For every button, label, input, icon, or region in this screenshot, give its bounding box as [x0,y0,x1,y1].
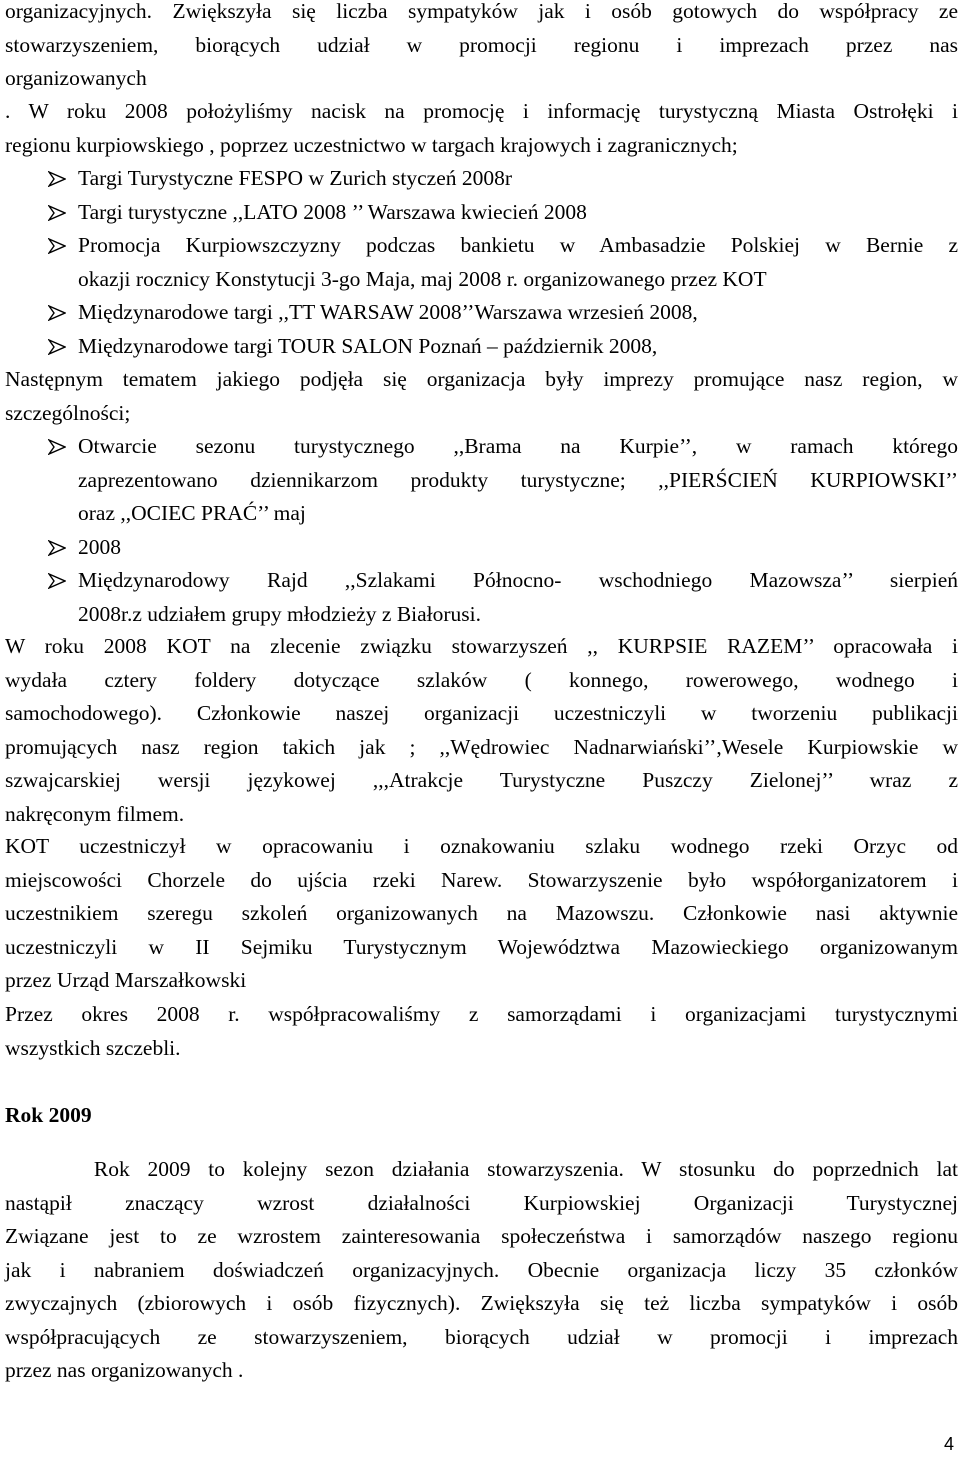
text-line: miejscowości Chorzele do ujścia rzeki Narew. Stowarzyszenie było współorganizatorem i [5,867,958,892]
list-item [5,564,958,631]
arrow-bullet-icon [48,238,66,254]
text-line: okazji rocznicy Konstytucji 3-go Maja, maj 2008 r. organizowanego przez KOT [78,266,767,291]
arrow-bullet-icon [48,540,66,556]
text-line: oraz ,,OCIEC PRAĆ’’ maj [78,501,306,525]
list-item [5,196,958,230]
arrow-bullet-icon [48,339,66,355]
text-line: Otwarcie sezonu turystycznego ,,Brama na Kurpie’’, w ramach którego [78,434,958,458]
text-line: Związane jest to ze wzrostem zainteresowania społeczeństwa i samorządów naszego regionu [5,1224,958,1248]
text-line: szwajcarskiej wersji językowej ,,,Atrakcje Turystyczne Puszczy Zielonej’’ wraz z [5,768,958,792]
text-line: uczestniczyli w II Sejmiku Turystycznym Województwa Mazowieckiego organizowanym [5,934,958,959]
text-line: szczególności; [5,400,131,425]
text-line: jak i nabraniem doświadczeń organizacyjnych. Obecnie organizacja liczy 35 członków [5,1257,958,1282]
events-list [5,430,958,631]
text-line: Następnym tematem jakiego podjęła się organizacja były imprezy promujące nasz region, w [5,367,958,391]
paragraph-trail [5,830,958,998]
text-line: Targi Turystyczne FESPO w Zurich styczeń 2008r [78,166,513,190]
section-heading: Rok 2009 [5,1103,92,1127]
text-line: Międzynarodowe targi TOUR SALON Poznań – październik 2008, [78,333,658,358]
list-item [5,229,958,296]
text-line: Promocja Kurpiowszczyzny podczas bankietu w Ambasadzie Polskiej w Bernie z [78,233,958,257]
text-line: regionu kurpiowskiego , poprzez uczestnictwo w targach krajowych i zagranicznych; [5,132,738,157]
text-line: wydała cztery foldery dotyczące szlaków ( konnego, rowerowego, wodnego i [5,667,958,692]
list-item [5,330,958,364]
text-line: wszystkich szczebli. [5,1035,181,1060]
arrow-bullet-icon [48,171,66,187]
text-line: Międzynarodowe targi ,,TT WARSAW 2008’’Warszawa wrzesień 2008, [78,300,698,324]
text-line: organizacyjnych. Zwiększyła się liczba sympatyków jak i osób gotowych do współpracy ze [5,0,958,23]
text-line: KOT uczestniczył w opracowaniu i oznakowaniu szlaku wodnego rzeki Orzyc od [5,834,958,858]
text-line: przez nas organizowanych . [5,1358,244,1382]
arrow-bullet-icon [48,439,66,455]
list-item [5,531,958,565]
text-line: promujących nasz region takich jak ; ,,Wędrowiec Nadnarwiański’’,Wesele Kurpiowskie w [5,734,958,759]
text-line: 2008 [78,534,121,559]
paragraph-folders [5,630,958,831]
list-item [5,296,958,330]
arrow-bullet-icon [48,573,66,589]
text-line: współpracujących ze stowarzyszeniem, biorących udział w promocji i imprezach [5,1324,958,1349]
text-line: zaprezentowano dziennikarzom produkty turystyczne; ,,PIERŚCIEŃ KURPIOWSKI’’ [78,467,958,492]
arrow-bullet-icon [48,205,66,221]
text-line: stowarzyszeniem, biorących udział w promocji regionu i imprezach przez nas [5,32,958,57]
arrow-bullet-icon [48,305,66,321]
text-line: Targi turystyczne ,,LATO 2008 ’’ Warszawa kwiecień 2008 [78,199,587,224]
paragraph-2009 [5,1153,958,1388]
text-line: Międzynarodowy Rajd ,,Szlakami Północno- wschodniego Mazowsza’’ sierpień [78,568,958,592]
text-line: przez Urząd Marszałkowski [5,968,247,992]
text-line: Rok 2009 to kolejny sezon działania stowarzyszenia. W stosunku do poprzednich lat [5,1157,958,1181]
text-line: samochodowego). Członkowie naszej organizacji uczestniczyli w tworzeniu publikacji [5,701,958,725]
list-item [5,162,958,196]
paragraph-2008-promotion [5,95,958,162]
paragraph-intro [5,0,958,96]
text-line: 2008r.z udziałem grupy młodzieży z Białorusi. [78,601,482,626]
text-line: . W roku 2008 położyliśmy nacisk na promocję i informację turystyczną Miasta Ostrołęki i [5,99,958,123]
fairs-list [5,162,958,363]
page-number: 4 [943,1434,954,1454]
text-line: W roku 2008 KOT na zlecenie związku stowarzyszeń ,, KURPSIE RAZEM’’ opracowała i [5,634,958,658]
paragraph-events [5,363,958,430]
text-line: uczestnikiem szeregu szkoleń organizowanych na Mazowszu. Członkowie nasi aktywnie [5,901,958,925]
text-line: Przez okres 2008 r. współpracowaliśmy z samorządami i organizacjami turystycznymi [5,1002,958,1026]
list-item [5,430,958,531]
paragraph-cooperation [5,998,958,1065]
text-line: zwyczajnych (zbiorowych i osób fizycznych). Zwiększyła się też liczba sympatyków i osób [5,1291,958,1315]
text-line: nakręconym filmem. [5,801,185,826]
text-line: organizowanych [5,66,147,90]
text-line: nastąpił znaczący wzrost działalności Kurpiowskiej Organizacji Turystycznej [5,1190,958,1215]
